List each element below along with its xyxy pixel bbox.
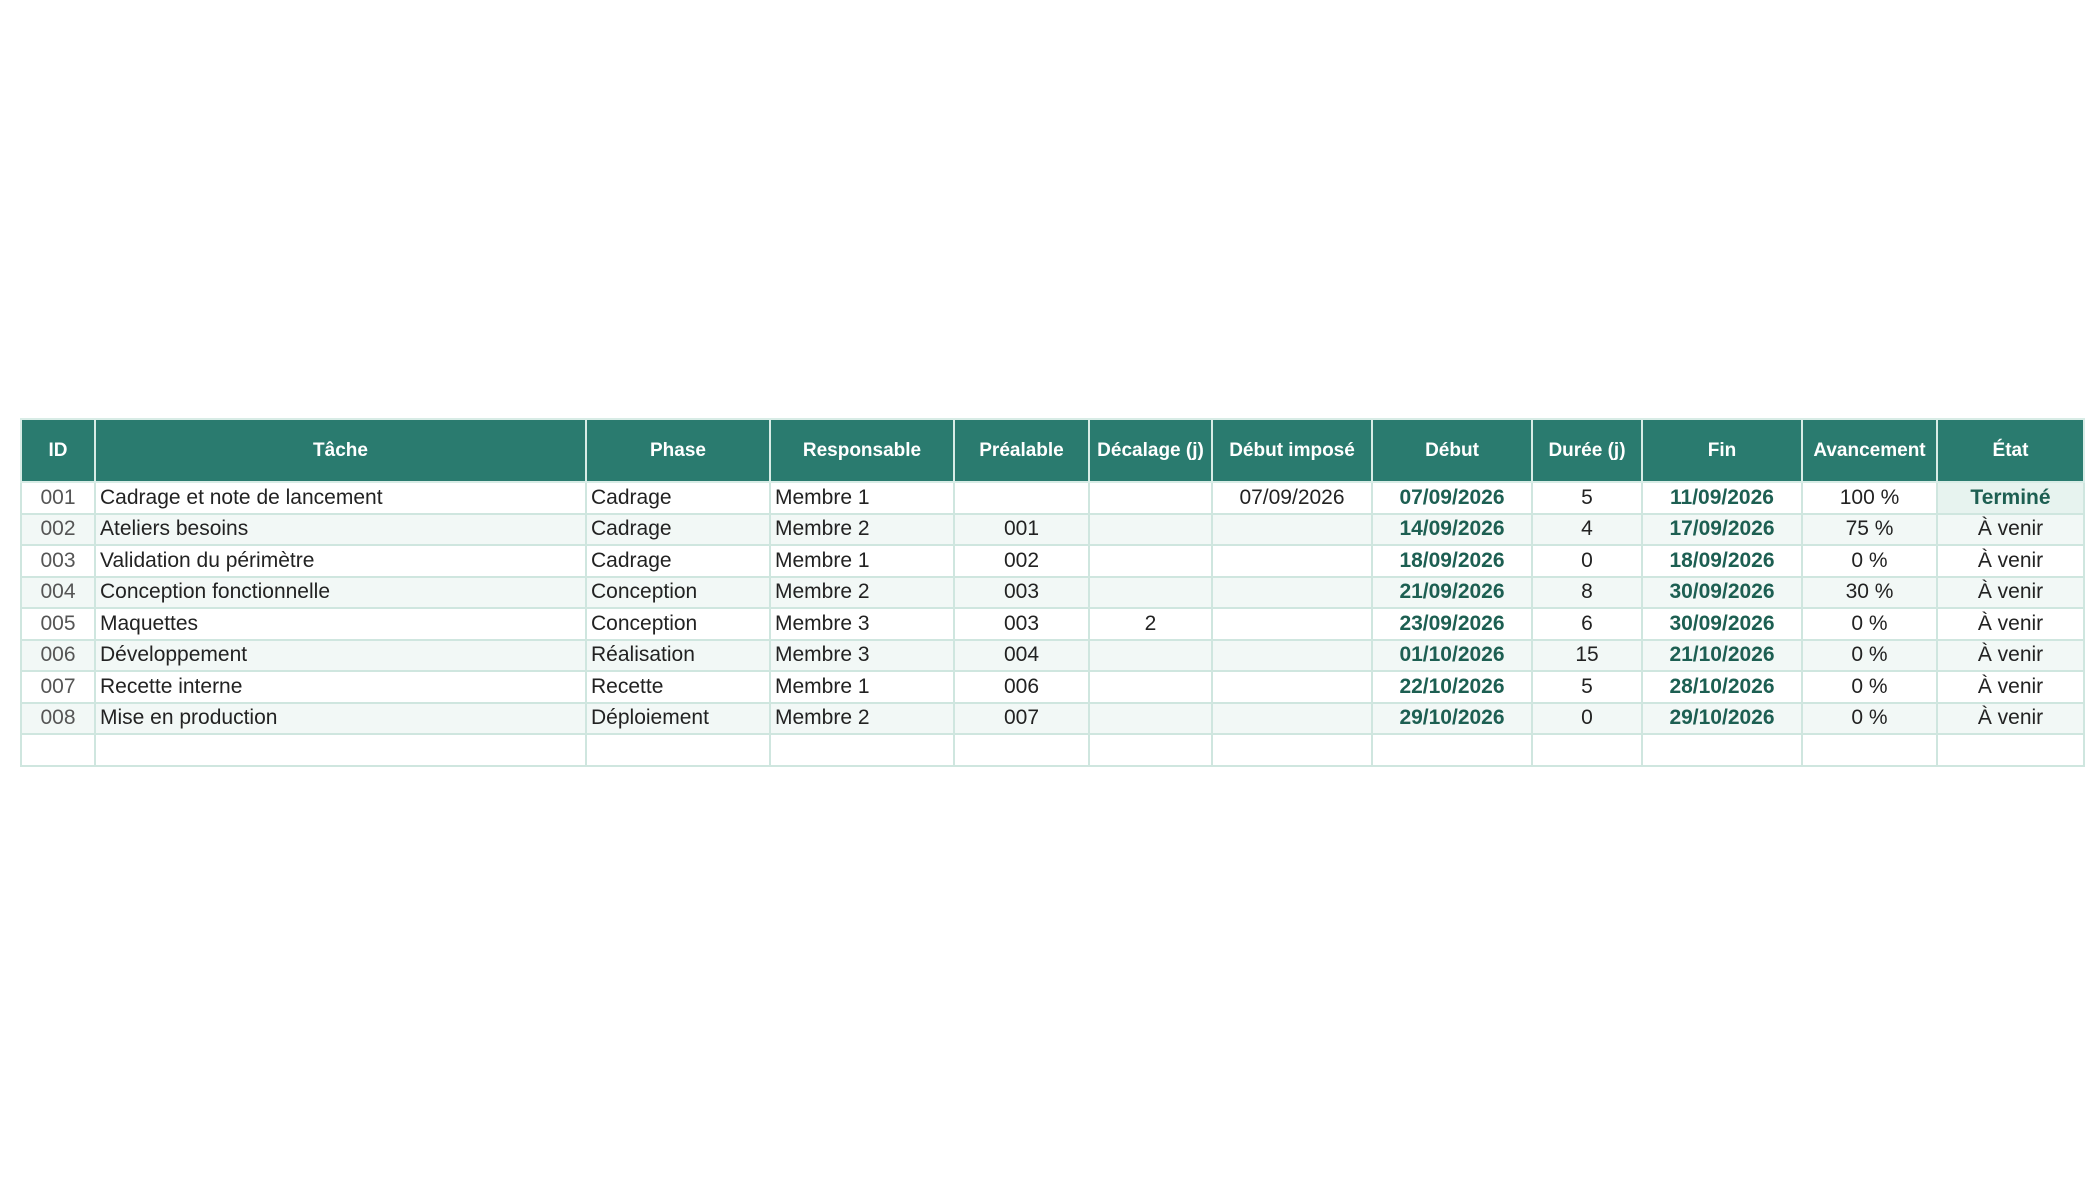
cell-start[interactable]: 18/09/2026 bbox=[1372, 545, 1532, 577]
cell-owner[interactable]: Membre 2 bbox=[770, 577, 954, 609]
cell-id[interactable]: 005 bbox=[21, 608, 95, 640]
cell-end[interactable]: 21/10/2026 bbox=[1642, 640, 1802, 672]
cell-offset[interactable]: 2 bbox=[1089, 608, 1212, 640]
cell-prerequisite[interactable]: 006 bbox=[954, 671, 1089, 703]
header-forced-start[interactable]: Début imposé bbox=[1212, 419, 1372, 482]
cell-start[interactable]: 07/09/2026 bbox=[1372, 482, 1532, 514]
cell-end[interactable]: 28/10/2026 bbox=[1642, 671, 1802, 703]
cell-offset[interactable] bbox=[1089, 514, 1212, 546]
empty-cell[interactable] bbox=[1532, 734, 1642, 766]
table-row bbox=[21, 514, 2084, 546]
table-row bbox=[21, 608, 2084, 640]
cell-forced-start[interactable] bbox=[1212, 577, 1372, 609]
cell-progress[interactable]: 75 % bbox=[1802, 514, 1937, 546]
cell-task[interactable]: Recette interne bbox=[95, 671, 586, 703]
cell-start[interactable]: 29/10/2026 bbox=[1372, 703, 1532, 735]
cell-progress[interactable]: 0 % bbox=[1802, 545, 1937, 577]
cell-task[interactable]: Mise en production bbox=[95, 703, 586, 735]
cell-owner[interactable]: Membre 1 bbox=[770, 545, 954, 577]
cell-prerequisite[interactable]: 007 bbox=[954, 703, 1089, 735]
cell-offset[interactable] bbox=[1089, 703, 1212, 735]
cell-state[interactable]: À venir bbox=[1937, 545, 2084, 577]
empty-cell[interactable] bbox=[586, 734, 770, 766]
cell-state[interactable]: Terminé bbox=[1937, 482, 2084, 514]
cell-duration[interactable]: 5 bbox=[1532, 482, 1642, 514]
cell-id[interactable]: 007 bbox=[21, 671, 95, 703]
header-start[interactable]: Début bbox=[1372, 419, 1532, 482]
empty-cell[interactable] bbox=[1937, 734, 2084, 766]
cell-offset[interactable] bbox=[1089, 640, 1212, 672]
cell-owner[interactable]: Membre 2 bbox=[770, 703, 954, 735]
header-offset[interactable]: Décalage (j) bbox=[1089, 419, 1212, 482]
cell-phase[interactable]: Recette bbox=[586, 671, 770, 703]
task-table bbox=[20, 418, 2085, 767]
cell-end[interactable]: 18/09/2026 bbox=[1642, 545, 1802, 577]
cell-progress[interactable]: 0 % bbox=[1802, 703, 1937, 735]
table-header-row bbox=[21, 419, 2084, 482]
cell-phase[interactable]: Déploiement bbox=[586, 703, 770, 735]
cell-task[interactable]: Validation du périmètre bbox=[95, 545, 586, 577]
cell-end[interactable]: 29/10/2026 bbox=[1642, 703, 1802, 735]
cell-duration[interactable]: 0 bbox=[1532, 703, 1642, 735]
cell-phase[interactable]: Conception bbox=[586, 608, 770, 640]
empty-cell[interactable] bbox=[1372, 734, 1532, 766]
cell-state[interactable]: À venir bbox=[1937, 577, 2084, 609]
table-row bbox=[21, 640, 2084, 672]
table-row bbox=[21, 545, 2084, 577]
cell-owner[interactable]: Membre 2 bbox=[770, 514, 954, 546]
cell-owner[interactable]: Membre 3 bbox=[770, 608, 954, 640]
cell-id[interactable]: 002 bbox=[21, 514, 95, 546]
cell-end[interactable]: 30/09/2026 bbox=[1642, 577, 1802, 609]
cell-task[interactable]: Développement bbox=[95, 640, 586, 672]
empty-cell[interactable] bbox=[1642, 734, 1802, 766]
cell-offset[interactable] bbox=[1089, 671, 1212, 703]
cell-forced-start[interactable] bbox=[1212, 671, 1372, 703]
header-duration[interactable]: Durée (j) bbox=[1532, 419, 1642, 482]
cell-id[interactable]: 001 bbox=[21, 482, 95, 514]
header-progress[interactable]: Avancement bbox=[1802, 419, 1937, 482]
cell-progress[interactable]: 0 % bbox=[1802, 640, 1937, 672]
cell-state[interactable]: À venir bbox=[1937, 671, 2084, 703]
header-state[interactable]: État bbox=[1937, 419, 2084, 482]
cell-phase[interactable]: Conception bbox=[586, 577, 770, 609]
cell-start[interactable]: 01/10/2026 bbox=[1372, 640, 1532, 672]
cell-prerequisite[interactable] bbox=[954, 482, 1089, 514]
cell-progress[interactable]: 30 % bbox=[1802, 577, 1937, 609]
cell-id[interactable]: 008 bbox=[21, 703, 95, 735]
cell-state[interactable]: À venir bbox=[1937, 514, 2084, 546]
header-prerequisite[interactable]: Préalable bbox=[954, 419, 1089, 482]
cell-phase[interactable]: Cadrage bbox=[586, 514, 770, 546]
cell-forced-start[interactable] bbox=[1212, 514, 1372, 546]
table-row bbox=[21, 482, 2084, 514]
table-row bbox=[21, 671, 2084, 703]
cell-forced-start[interactable]: 07/09/2026 bbox=[1212, 482, 1372, 514]
empty-cell[interactable] bbox=[21, 734, 95, 766]
cell-offset[interactable] bbox=[1089, 482, 1212, 514]
cell-offset[interactable] bbox=[1089, 577, 1212, 609]
cell-prerequisite[interactable]: 002 bbox=[954, 545, 1089, 577]
header-task[interactable]: Tâche bbox=[95, 419, 586, 482]
task-sheet bbox=[20, 418, 2083, 767]
cell-end[interactable]: 30/09/2026 bbox=[1642, 608, 1802, 640]
empty-cell[interactable] bbox=[1089, 734, 1212, 766]
cell-task[interactable]: Ateliers besoins bbox=[95, 514, 586, 546]
cell-state[interactable]: À venir bbox=[1937, 640, 2084, 672]
cell-task[interactable]: Conception fonctionnelle bbox=[95, 577, 586, 609]
cell-end[interactable]: 17/09/2026 bbox=[1642, 514, 1802, 546]
table-row-empty bbox=[21, 734, 2084, 766]
empty-cell[interactable] bbox=[1212, 734, 1372, 766]
cell-prerequisite[interactable]: 001 bbox=[954, 514, 1089, 546]
cell-state[interactable]: À venir bbox=[1937, 608, 2084, 640]
cell-duration[interactable]: 15 bbox=[1532, 640, 1642, 672]
cell-duration[interactable]: 8 bbox=[1532, 577, 1642, 609]
cell-start[interactable]: 22/10/2026 bbox=[1372, 671, 1532, 703]
cell-start[interactable]: 14/09/2026 bbox=[1372, 514, 1532, 546]
cell-id[interactable]: 004 bbox=[21, 577, 95, 609]
header-phase[interactable]: Phase bbox=[586, 419, 770, 482]
cell-duration[interactable]: 5 bbox=[1532, 671, 1642, 703]
cell-end[interactable]: 11/09/2026 bbox=[1642, 482, 1802, 514]
cell-state[interactable]: À venir bbox=[1937, 703, 2084, 735]
cell-forced-start[interactable] bbox=[1212, 640, 1372, 672]
cell-prerequisite[interactable]: 004 bbox=[954, 640, 1089, 672]
header-id[interactable]: ID bbox=[21, 419, 95, 482]
empty-cell[interactable] bbox=[95, 734, 586, 766]
cell-phase[interactable]: Réalisation bbox=[586, 640, 770, 672]
cell-phase[interactable]: Cadrage bbox=[586, 545, 770, 577]
cell-start[interactable]: 23/09/2026 bbox=[1372, 608, 1532, 640]
empty-cell[interactable] bbox=[770, 734, 954, 766]
header-owner[interactable]: Responsable bbox=[770, 419, 954, 482]
cell-id[interactable]: 006 bbox=[21, 640, 95, 672]
cell-owner[interactable]: Membre 1 bbox=[770, 671, 954, 703]
cell-owner[interactable]: Membre 1 bbox=[770, 482, 954, 514]
cell-duration[interactable]: 6 bbox=[1532, 608, 1642, 640]
cell-prerequisite[interactable]: 003 bbox=[954, 577, 1089, 609]
cell-progress[interactable]: 0 % bbox=[1802, 608, 1937, 640]
cell-phase[interactable]: Cadrage bbox=[586, 482, 770, 514]
cell-owner[interactable]: Membre 3 bbox=[770, 640, 954, 672]
cell-duration[interactable]: 0 bbox=[1532, 545, 1642, 577]
cell-progress[interactable]: 0 % bbox=[1802, 671, 1937, 703]
empty-cell[interactable] bbox=[1802, 734, 1937, 766]
empty-cell[interactable] bbox=[954, 734, 1089, 766]
cell-id[interactable]: 003 bbox=[21, 545, 95, 577]
cell-forced-start[interactable] bbox=[1212, 608, 1372, 640]
cell-forced-start[interactable] bbox=[1212, 545, 1372, 577]
cell-forced-start[interactable] bbox=[1212, 703, 1372, 735]
table-row bbox=[21, 703, 2084, 735]
cell-prerequisite[interactable]: 003 bbox=[954, 608, 1089, 640]
cell-task[interactable]: Maquettes bbox=[95, 608, 586, 640]
cell-offset[interactable] bbox=[1089, 545, 1212, 577]
cell-progress[interactable]: 100 % bbox=[1802, 482, 1937, 514]
cell-start[interactable]: 21/09/2026 bbox=[1372, 577, 1532, 609]
cell-task[interactable]: Cadrage et note de lancement bbox=[95, 482, 586, 514]
cell-duration[interactable]: 4 bbox=[1532, 514, 1642, 546]
table-row bbox=[21, 577, 2084, 609]
header-end[interactable]: Fin bbox=[1642, 419, 1802, 482]
